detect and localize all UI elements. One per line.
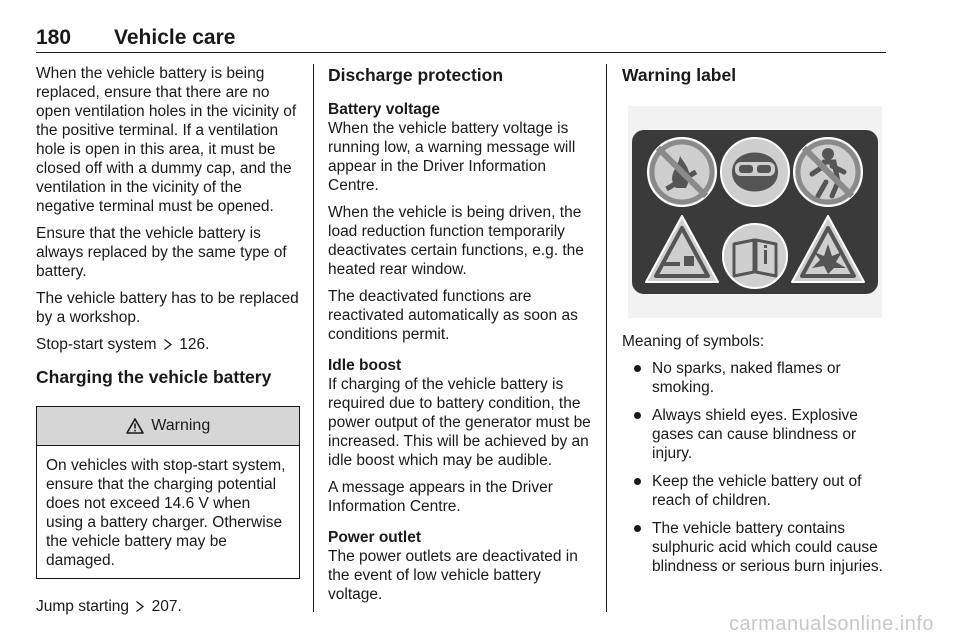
warning-triangle-icon <box>126 418 144 434</box>
page-header <box>36 26 886 53</box>
reference-page-link[interactable]: 207. <box>151 598 182 615</box>
reference-text: Stop-start system <box>36 336 157 353</box>
subsection-title: Power outlet <box>328 529 422 546</box>
page-number: 180 <box>36 26 72 49</box>
column-right <box>622 64 888 585</box>
subsection-title: Idle boost <box>328 357 402 374</box>
no-flames-icon <box>648 138 716 206</box>
subsection-power-outlet <box>328 528 594 604</box>
paragraph: A message appears in the Driver Information Centre. <box>328 479 553 515</box>
cross-reference <box>36 597 300 616</box>
paragraph: Ensure that the vehicle battery is always replaced by the same type of battery. <box>36 225 287 280</box>
section-heading: Discharge protection <box>328 65 504 85</box>
section-heading: Charging the vehicle battery <box>36 367 272 387</box>
warning-text: On vehicles with stop-start system, ensure that the charging potential does not exceed 14.6 V when using a battery charger. Otherwise the vehicle battery may be damaged. <box>46 457 286 569</box>
warning-header <box>37 407 299 446</box>
subsection-battery-voltage <box>328 100 594 344</box>
list-item: Keep the vehicle battery out of reach of children. <box>622 472 888 510</box>
paragraph: When the vehicle is being driven, the load reduction function temporarily deactivates certain functions, e.g. the heated rear window. <box>328 204 584 278</box>
paragraph: When the vehicle battery voltage is running low, a warning message will appear in the Driver Information Centre. <box>328 120 576 194</box>
keep-away-children-icon <box>794 138 862 206</box>
column-divider <box>606 64 607 612</box>
read-manual-icon <box>723 224 787 288</box>
list-item: Always shield eyes. Explosive gases can cause blindness or injury. <box>622 406 888 463</box>
section-heading: Warning label <box>622 65 737 85</box>
list-item: No sparks, naked flames or smoking. <box>622 359 888 397</box>
chapter-title: Vehicle care <box>114 26 236 49</box>
column-middle <box>328 64 594 616</box>
paragraph: The vehicle battery has to be replaced by a workshop. <box>36 290 299 326</box>
warning-title: Warning <box>151 417 211 434</box>
symbol-meanings-list <box>622 359 888 576</box>
paragraph: The deactivated functions are reactivated automatically as soon as conditions permit. <box>328 288 578 343</box>
paragraph: The power outlets are deactivated in the event of low vehicle battery voltage. <box>328 548 578 603</box>
paragraph: When the vehicle battery is being replaced, ensure that there are no open ventilation holes in the vicinity of the positive terminal. If a ventilation hole is open in this area, it must be closed off with a dummy cap, and the ventilation in the vicinity of the negative terminal must be opened. <box>36 65 297 215</box>
warning-box <box>36 406 300 579</box>
list-item: The vehicle battery contains sulphuric acid which could cause blindness or serious burn injuries. <box>622 519 888 576</box>
cross-reference <box>36 335 300 354</box>
paragraph: If charging of the vehicle battery is required due to battery condition, the power output of the generator must be increased. This will be achieved by an idle boost which may be audible. <box>328 376 591 469</box>
battery-warning-label <box>628 106 882 318</box>
page-reference-arrow-icon <box>135 600 145 613</box>
subsection-title: Battery voltage <box>328 101 440 118</box>
watermark: carmanualsonline.info <box>728 613 934 635</box>
page-reference-arrow-icon <box>163 338 173 351</box>
subsection-idle-boost <box>328 356 594 516</box>
eye-protection-icon <box>721 138 789 206</box>
column-left <box>36 64 300 624</box>
column-divider <box>313 64 314 612</box>
reference-page-link[interactable]: 126. <box>179 336 210 353</box>
symbols-intro: Meaning of symbols: <box>622 333 765 350</box>
reference-text: Jump starting <box>36 598 130 615</box>
